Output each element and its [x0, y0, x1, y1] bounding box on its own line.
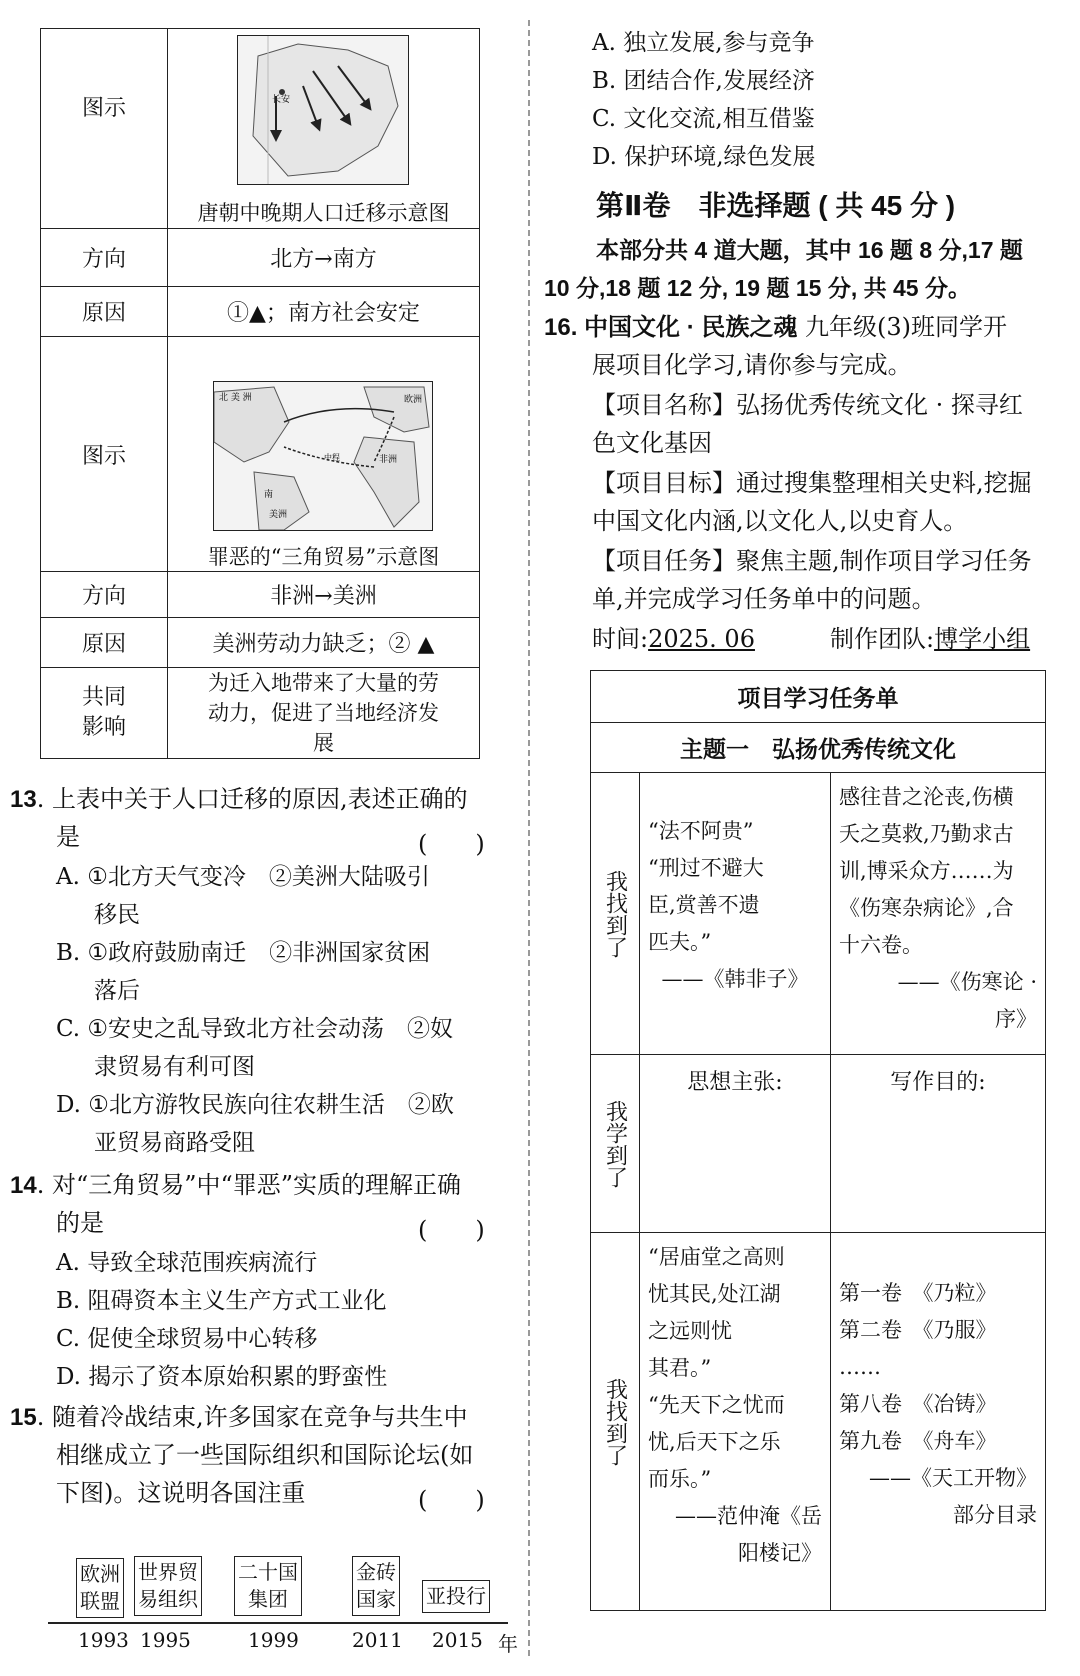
reason-value: ①▲；南方社会安定	[167, 287, 479, 337]
option-b[interactable]: B. ①政府鼓励南迁 ②非洲国家贫困	[56, 940, 431, 966]
sheet-cell-shanghanlun: 感往昔之沦丧,伤横 夭之莫救,乃勤求古 训,博采众方……为 《伤寒杂病论》,合 十六卷。 ——《伤寒论 · 序》	[839, 785, 1037, 1031]
option-c[interactable]: C. ①安史之乱导致北方社会动荡 ②奴	[56, 1016, 454, 1042]
map-label-europe: 欧洲	[404, 395, 423, 405]
part2-intro-2: 10 分,18 题 12 分, 19 题 15 分, 共 45 分。	[544, 275, 971, 301]
question-13	[10, 780, 510, 819]
timeline-box-g20: 二十国 集团	[234, 1556, 302, 1616]
option-b-cont: 落后	[94, 978, 140, 1004]
project-goal: 【项目目标】通过搜集整理相关史料,挖掘	[592, 469, 1032, 497]
option-c-cont: 隶贸易有利可图	[94, 1054, 255, 1080]
question-stem: 九年级(3)班同学开	[797, 313, 1007, 341]
question-15	[10, 1398, 510, 1437]
timeline-axis	[48, 1622, 508, 1624]
task-sheet-table	[590, 670, 1046, 1611]
project-name: 【项目名称】弘扬优秀传统文化 · 探寻红	[592, 391, 1023, 419]
option-d-cont: 亚贸易商路受阻	[94, 1130, 255, 1156]
question-stem: . 对“三角贸易”中“罪恶”实质的理解正确	[36, 1171, 462, 1199]
question-14-stem-2: 的是	[56, 1209, 104, 1237]
sheet-cell-hanfeizi: “法不阿贵” “刑过不避大 臣,赏善不遗 匹夫。” ——《韩非子》	[648, 819, 809, 991]
project-time: 时间:2025. 06	[592, 625, 755, 653]
question-number: 13	[10, 786, 37, 813]
question-stem: . 上表中关于人口迁移的原因,表述正确的	[36, 785, 468, 813]
row-label: 方向	[41, 229, 168, 287]
timeline-box-eu: 欧洲 联盟	[76, 1558, 124, 1618]
tang-migration-map	[237, 35, 409, 185]
direction-value: 北方→南方	[167, 229, 479, 287]
row-label: 方向	[41, 572, 168, 618]
timeline-box-brics: 金砖 国家	[352, 1556, 400, 1616]
question-number: 14	[10, 1172, 37, 1199]
row-label: 原因	[41, 618, 168, 668]
answer-paren[interactable]: ( )	[418, 1216, 485, 1244]
map-label-america: 美洲	[269, 510, 288, 520]
impact-value: 为迁入地带来了大量的劳动力，促进了当地经济发展	[167, 668, 479, 759]
team-value: 博学小组	[934, 625, 1031, 653]
map-caption-trade: 罪恶的“三角贸易”示意图	[207, 545, 440, 569]
row-label: 我找到了	[602, 869, 628, 958]
option-b[interactable]: B. 团结合作,发展经济	[592, 68, 815, 94]
row-label: 我学到了	[602, 1099, 628, 1188]
map-label-na: 北 美 洲	[219, 393, 253, 403]
part2-intro: 本部分共 4 道大题，其中 16 题 8 分,17 题	[596, 237, 1023, 263]
sheet-header: 项目学习任务单	[591, 671, 1046, 723]
reason-value: 美洲劳动力缺乏；② ▲	[167, 618, 479, 668]
map-label-sa: 南	[264, 490, 274, 500]
option-d[interactable]: D. ①北方游牧民族向往农耕生活 ②欧	[56, 1092, 454, 1118]
project-team: 制作团队:博学小组	[830, 625, 1031, 653]
map-drawing	[238, 36, 408, 184]
question-title: . 中国文化 · 民族之魂	[570, 314, 798, 341]
time-value: 2025. 06	[648, 625, 755, 653]
project-task: 【项目任务】聚焦主题,制作项目学习任务	[592, 547, 1032, 575]
timeline-unit: 年	[498, 1632, 518, 1656]
option-c[interactable]: C. 文化交流,相互借鉴	[592, 106, 815, 132]
map-caption-tang: 唐朝中晚期人口迁移示意图	[197, 201, 450, 225]
option-a-cont: 移民	[94, 902, 140, 928]
question-15-stem-2: 相继成立了一些国际组织和国际论坛(如	[56, 1441, 474, 1469]
option-a[interactable]: A. ①北方天气变冷 ②美洲大陆吸引	[56, 864, 430, 890]
timeline-box-wto: 世界贸 易组织	[134, 1556, 202, 1616]
question-16	[544, 308, 1074, 347]
project-goal-2: 中国文化内涵,以文化人,以史育人。	[592, 507, 968, 535]
timeline-year: 1993	[78, 1628, 129, 1652]
map-label-changan: 长安	[272, 95, 291, 105]
answer-paren[interactable]: ( )	[418, 830, 485, 858]
option-a[interactable]: A. 导致全球范围疾病流行	[56, 1250, 318, 1276]
question-number: 15	[10, 1404, 37, 1431]
timeline-box-aiib: 亚投行	[422, 1580, 490, 1613]
project-name-2: 色文化基因	[592, 429, 712, 457]
timeline-year: 2015	[432, 1628, 483, 1652]
sheet-theme: 主题一 弘扬优秀传统文化	[591, 723, 1046, 773]
question-14	[10, 1166, 510, 1205]
question-13-stem-2: 是	[56, 823, 80, 851]
sheet-cell-yueyanglou: “居庙堂之高则 忧其民,处江湖 之远则忧 其君。” “先天下之忧而 忧,后天下之乐 而乐。” ——范仲淹《岳 阳楼记》	[648, 1245, 822, 1565]
map-label-africa: 非洲	[379, 455, 398, 465]
direction-value: 非洲→美洲	[167, 572, 479, 618]
project-task-2: 单,并完成学习任务单中的问题。	[592, 585, 936, 613]
map-drawing	[214, 382, 432, 530]
answer-paren[interactable]: ( )	[418, 1486, 485, 1514]
timeline-year: 1999	[248, 1628, 299, 1652]
answer-field-idea[interactable]: 思想主张:	[640, 1055, 831, 1233]
part2-title: 第Ⅱ卷 非选择题 ( 共 45 分 )	[596, 190, 956, 221]
timeline-year: 1995	[140, 1628, 191, 1652]
question-15-stem-3: 下图)。这说明各国注重	[56, 1479, 306, 1507]
triangle-trade-map	[213, 381, 433, 531]
option-c[interactable]: C. 促使全球贸易中心转移	[56, 1326, 318, 1352]
row-label: 共同影响	[41, 668, 168, 759]
row-label: 图示	[41, 337, 168, 572]
column-divider	[528, 20, 530, 1656]
answer-field-purpose[interactable]: 写作目的:	[831, 1055, 1046, 1233]
option-b[interactable]: B. 阻碍资本主义生产方式工业化	[56, 1288, 387, 1314]
question-16-stem-2: 展项目化学习,请你参与完成。	[592, 351, 912, 379]
migration-table	[40, 28, 480, 759]
row-label: 原因	[41, 287, 168, 337]
question-stem: . 随着冷战结束,许多国家在竞争与共生中	[36, 1403, 468, 1431]
map-label-middle: 中程	[324, 453, 341, 462]
timeline-year: 2011	[352, 1628, 403, 1652]
option-d[interactable]: D. 揭示了资本原始积累的野蛮性	[56, 1364, 388, 1390]
question-number: 16	[544, 314, 571, 341]
row-label: 图示	[41, 29, 168, 229]
option-a[interactable]: A. 独立发展,参与竞争	[592, 30, 815, 56]
row-label: 我找到了	[602, 1377, 628, 1466]
sheet-cell-tiangong: 第一卷 《乃粒》 第二卷 《乃服》 …… 第八卷 《冶铸》 第九卷 《舟车》 ——《天工开物》 部分目录	[839, 1281, 1037, 1527]
option-d[interactable]: D. 保护环境,绿色发展	[592, 144, 816, 170]
